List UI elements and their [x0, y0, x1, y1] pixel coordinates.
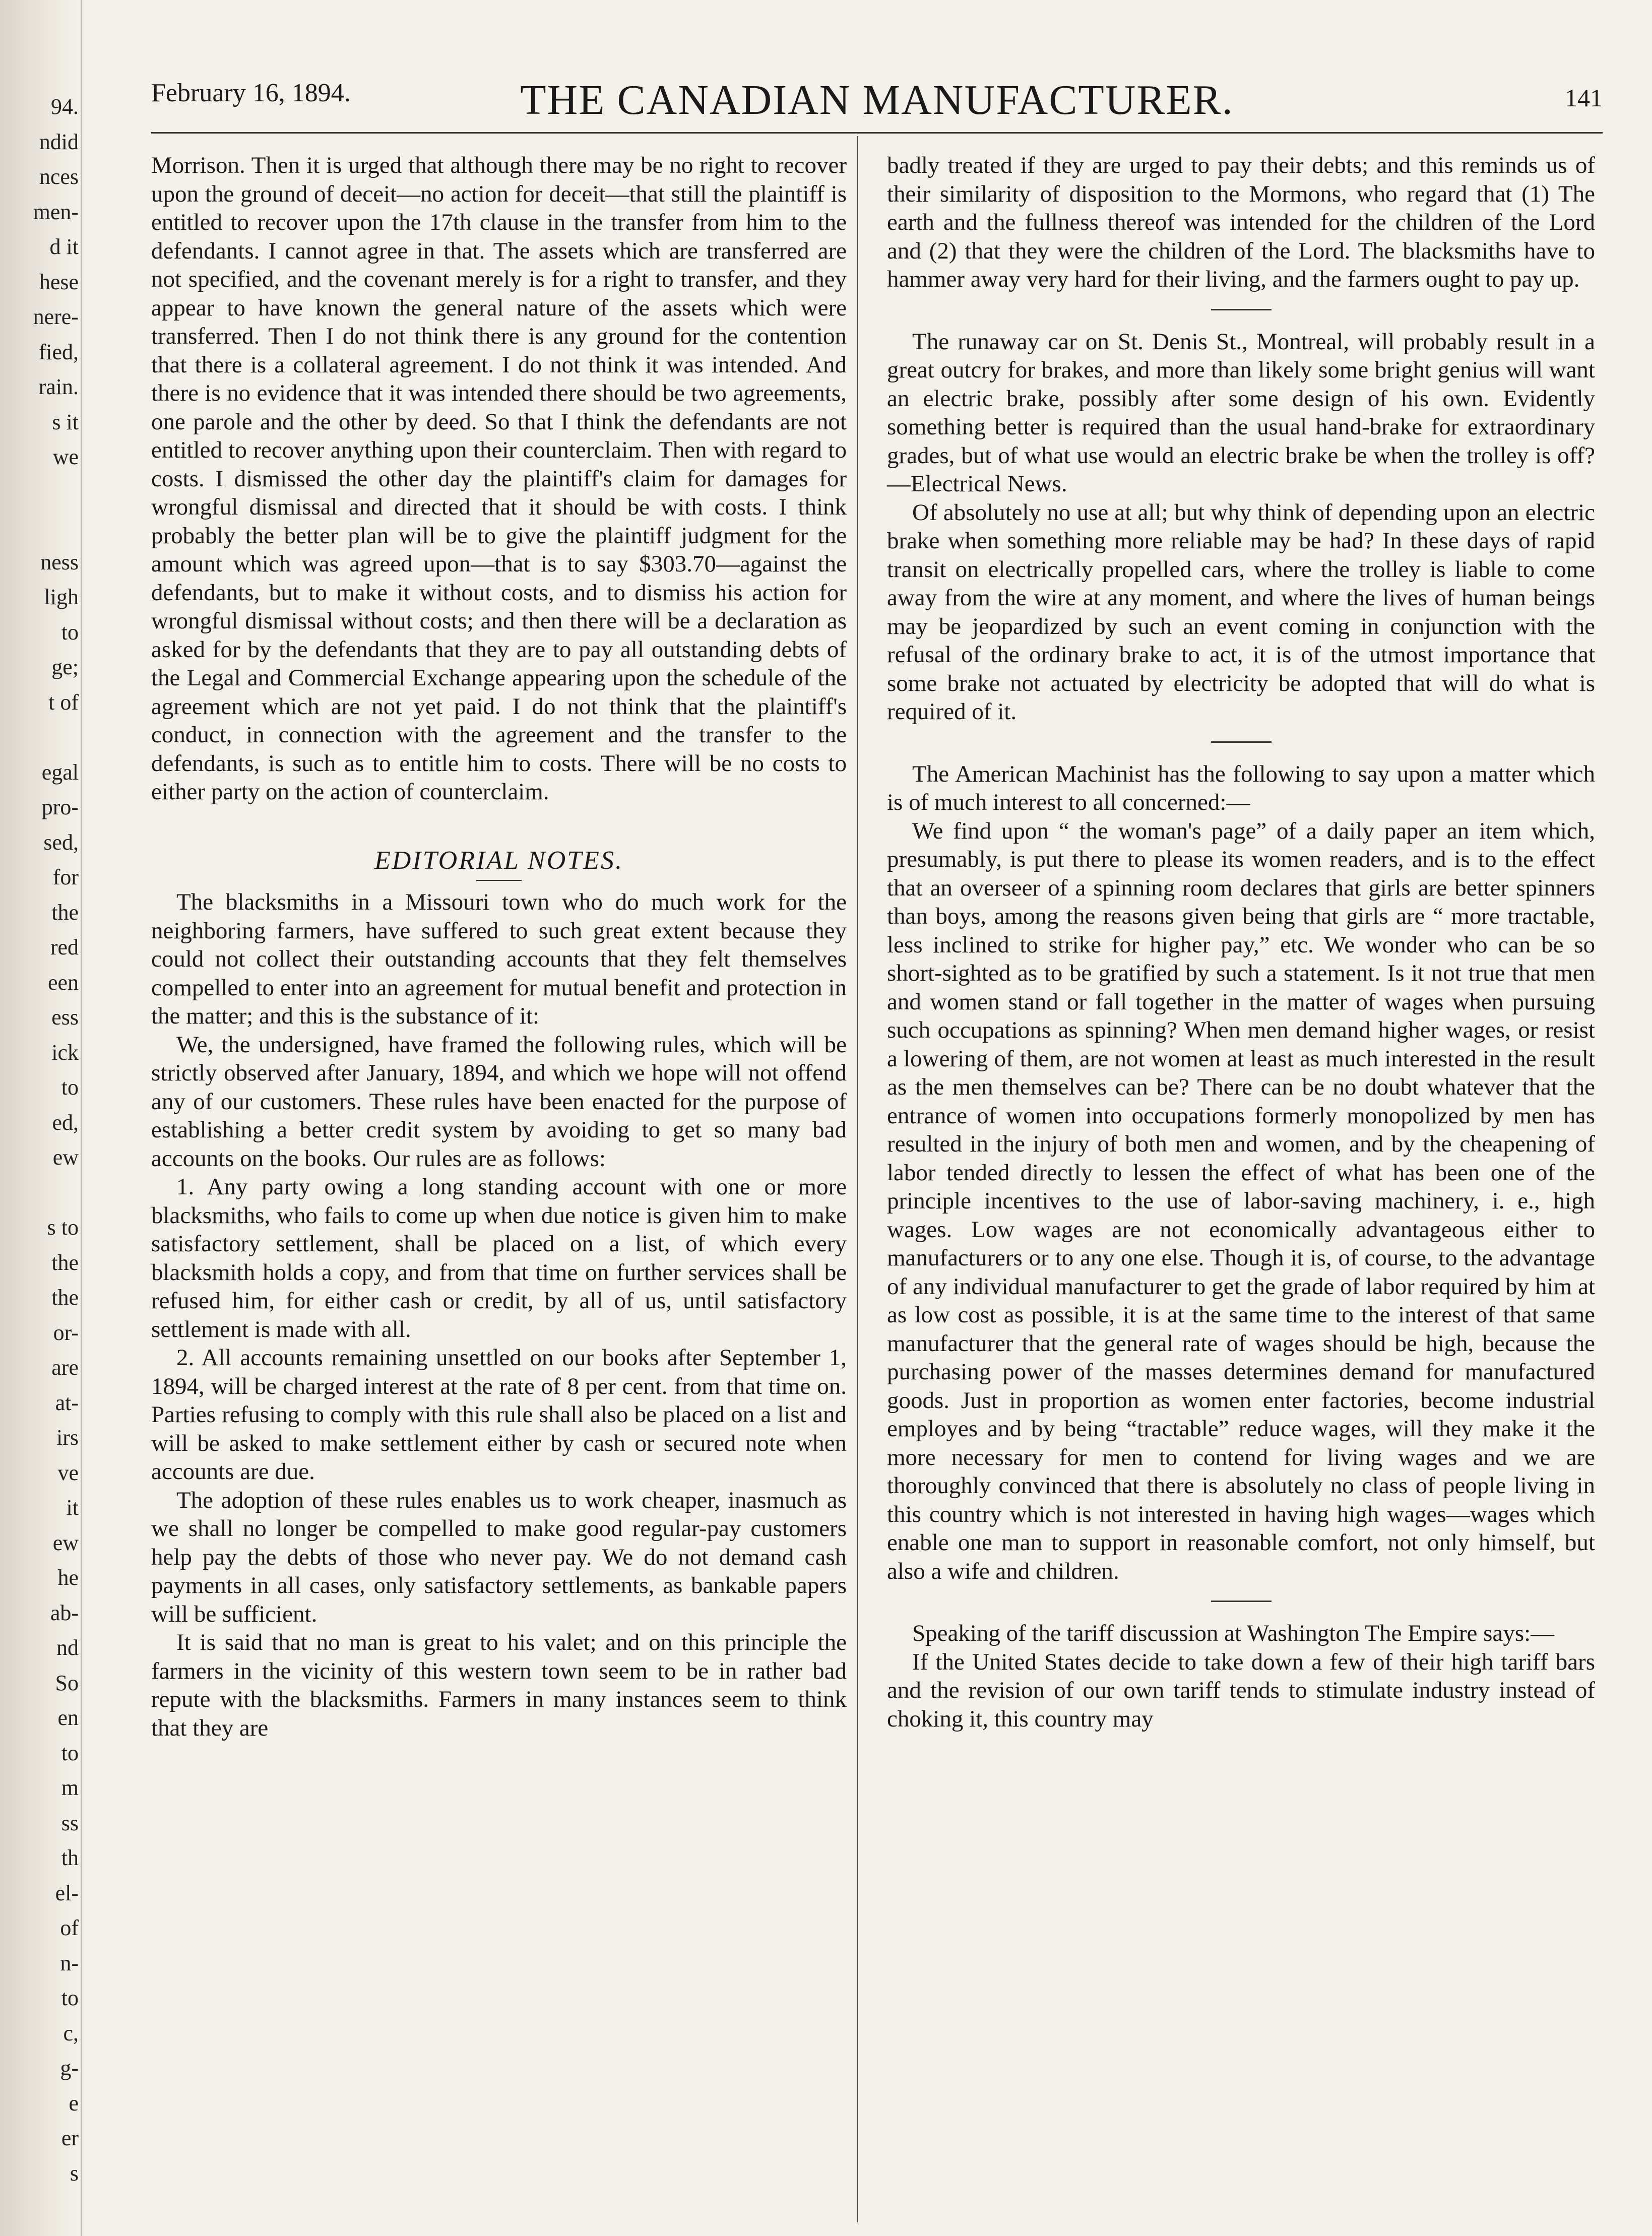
section-heading: EDITORIAL NOTES. [374, 846, 623, 875]
page-number: 141 [1565, 84, 1603, 112]
gutter-fragment: rain. [38, 374, 79, 399]
gutter-fragment: pro- [41, 795, 79, 819]
gutter-fragment: t of [48, 689, 79, 715]
gutter-fragment: ss [61, 1810, 79, 1835]
gutter-fragment: s [70, 2160, 79, 2186]
gutter-fragment: to [61, 1986, 79, 2010]
paragraph: 2. All accounts remaining unsettled on our books after September 1, 1894, will be charged interest at the rate of 8 per cent. from that time on. Parties refusing to comply with this rule shall also be placed on a list and will be asked to make settlement either by cash or secured note when accounts are due. [151, 1345, 847, 1485]
gutter-fragment: ndid [39, 129, 79, 154]
paragraph: Morrison. Then it is urged that although there may be no right to recover upon the ground of deceit—no action for deceit—that still the plaintiff is entitled to recover upon the 17th clause in the transfer from him to the defendants. I cannot agree in that. The assets which are transferred are not specified, and the covenant merely is for a right to transfer, and they appear to have known the general nature of the assets which were transferred. Then I do not think there is any ground for the contention that there is a collateral agreement. I do not think it was intended. And there is no evidence that it was intended there should be two agreements, one parole and the other by deed. So that I think the defendants are not entitled to recover anything upon their counterclaim. Then with regard to costs. I dismissed the other day the plaintiff's claim for damages for wrongful dismissal and directed that it should be with costs. I think probably the better plan will be to give the plaintiff judgment for the amount which was agreed upon—that is to say $303.70—against the defendants, but to make it without costs, and to dismiss his action for wrongful dismissal without costs; and then there will be a declaration as asked for by the defendants that they are to pay all outstanding debts of the Legal and Commercial Exchange appearing upon the schedule of the agreement which are not yet paid. I do not think that the plaintiff's conduct, in connection with the agreement and the transfer to the defendants, is such as to entitle him to costs. There will be no costs to either party on the action of counterclaim. [151, 152, 847, 805]
paragraph: The American Machinist has the following to say upon a matter which is of much interest to all concerned:— [887, 760, 1595, 815]
adjacent-page-gutter [0, 0, 82, 2236]
paragraph: The blacksmiths in a Missouri town who do much work for the neighboring farmers, have suffered to such great extent because they could not collect their outstanding accounts that they felt themselves compelled to enter into an agreement for mutual benefit and protection in the matter; and this is the substance of it: [151, 889, 847, 1029]
gutter-fragment: een [47, 970, 79, 995]
gutter-fragment: s to [47, 1215, 79, 1240]
gutter-fragment: nere- [33, 304, 79, 329]
gutter-fragment: th [61, 1845, 79, 1870]
gutter-fragment: hese [39, 269, 79, 294]
paragraph: We find upon “ the woman's page” of a daily paper an item which, presumably, is put there to please its women readers, and is to the effect that an overseer of a spinning room declares that girls are better spinners than boys, among the reasons given being that girls are “ more tractable, less inclined to strike for higher pay,” etc. We wonder who can be so short-sighted as to be gratified by such a statement. Is it not true that men and women stand or fall together in the matter of wages when pursuing such occupations as spinning? When men demand higher wages, or resist a lowering of them, are not women at least as much interested in the result as the men themselves can be? There can be no doubt whatever that the entrance of women into occupations formerly monopolized by men has resulted in the injury of both men and women, and by the cheapening of labor tended directly to lessen the effect of what has been one of the principle incentives to the use of labor-saving machinery, i. e., high wages. Low wages are not economically advantageous either to manufacturers or to any one else. Though it is, of course, to the advantage of any individual manufacturer to get the grade of labor required by him at as low cost as possible, it is at the same time to the interest of that same manufacturer that the general rate of wages should be high, because the purchasing power of the masses determines demand for manufactured goods. Just in proportion as women enter factories, become industrial employes and by being “tractable” reduce wages, will they make it the more necessary for men to contend for living wages and we are thoroughly convinced that there is absolutely no class of people living in this country which is not interested in having high wages—wages which enable one man to support in reasonable comfort, not only himself, but also a wife and children. [887, 817, 1595, 1584]
section-separator [1211, 309, 1272, 310]
paragraph: The adoption of these rules enables us to work cheaper, inasmuch as we shall no longer be compelled to make good regular-pay customers help pay the debts of those who never pay. We do not demand cash payments in all cases, only satisfactory settlements, as bankable papers will be sufficient. [151, 1487, 847, 1627]
article-block [887, 328, 1595, 726]
gutter-fragment: he [57, 1565, 79, 1590]
gutter-fragment: at- [55, 1390, 79, 1415]
gutter-fragment: are [51, 1355, 79, 1380]
paragraph: badly treated if they are urged to pay their debts; and this reminds us of their similarity of disposition to the Mormons, who regard that (1) The earth and the fullness thereof was intended for the children of the Lord and (2) that they were the children of the Lord. The blacksmiths have to hammer away very hard for their living, and the farmers ought to pay up. [887, 152, 1595, 292]
gutter-fragment: we [52, 444, 79, 469]
gutter-fragment: ew [52, 1145, 79, 1170]
gutter-fragment: c, [63, 2020, 79, 2046]
gutter-fragment: to [61, 619, 79, 645]
masthead-title: THE CANADIAN MANUFACTURER. [520, 77, 1234, 123]
paragraph: The runaway car on St. Denis St., Montreal, will probably result in a great outcry for brakes, and more than likely some bright genius will want an electric brake, possibly after some design of his own. Evidently something better is required than the usual hand-brake for extraordinary grades, but of what use would an electric brake be when the trolley is off?—Electrical News. [887, 328, 1595, 497]
gutter-fragment: to [61, 1740, 79, 1765]
heading-rule [476, 880, 522, 881]
paragraph: It is said that no man is great to his valet; and on this principle the farmers in the vicinity of this western town seem to be in rather bad repute with the blacksmiths. Farmers in many instances seem to think that they are [151, 1629, 847, 1741]
gutter-fragment: ick [51, 1040, 79, 1065]
right-column [887, 151, 1595, 1733]
gutter-fragment: ew [52, 1530, 79, 1555]
gutter-fragment: So [55, 1670, 79, 1695]
gutter-fragment: er [61, 2126, 79, 2150]
gutter-fragment: it [66, 1495, 79, 1520]
gutter-fragment: for [52, 865, 79, 889]
gutter-fragment: e [69, 2090, 79, 2116]
gutter-fragment: ve [57, 1460, 79, 1485]
gutter-fragment: ge; [51, 655, 79, 679]
gutter-fragment: nces [39, 164, 79, 189]
gutter-fragment: m [61, 1775, 79, 1800]
editorial-notes-text [151, 888, 847, 1742]
gutter-fragment: irs [56, 1425, 79, 1450]
gutter-fragment: 94. [51, 94, 79, 119]
gutter-fragment: of [60, 1915, 79, 1940]
court-judgment-text [151, 151, 847, 806]
article-block [887, 760, 1595, 1586]
gutter-fragment: or- [53, 1320, 79, 1345]
left-column [151, 151, 847, 1742]
gutter-fragment: to [61, 1075, 79, 1100]
gutter-fragment: ab- [50, 1600, 79, 1625]
gutter-fragment: men- [33, 199, 79, 224]
gutter-fragment: the [51, 1250, 79, 1275]
gutter-fragment: s it [52, 409, 79, 434]
section-separator [1211, 741, 1272, 743]
gutter-fragment: g- [60, 2056, 79, 2080]
header-rule [151, 132, 1603, 134]
article-block [887, 1619, 1595, 1733]
gutter-fragment: sed, [43, 829, 79, 855]
issue-date: February 16, 1894. [151, 79, 351, 107]
paragraph: We, the undersigned, have framed the following rules, which will be strictly observed after January, 1894, and which we hope will not offend any of our customers. These rules have been enacted for the purpose of establishing a better credit system by avoiding to get so many bad accounts on the books. Our rules are as follows: [151, 1031, 847, 1172]
paragraph: 1. Any party owing a long standing account with one or more blacksmiths, who fails to come up when due notice is given him to make satisfactory settlement, shall be placed on a list, of which every blacksmith holds a copy, and from that time on further services shall be refused him, for either cash or credit, by all of us, until satisfactory settlement is made with all. [151, 1174, 847, 1343]
page-header [151, 63, 1603, 129]
paragraph: If the United States decide to take down a few of their high tariff bars and the revision of our own tariff tends to stimulate industry instead of choking it, this country may [887, 1648, 1595, 1732]
gutter-fragment: ligh [44, 585, 79, 609]
gutter-fragment: egal [41, 759, 79, 785]
gutter-fragment: red [50, 935, 79, 960]
article-block [887, 151, 1595, 294]
gutter-fragment: ed, [52, 1110, 79, 1135]
column-divider [857, 136, 858, 2222]
section-separator [1211, 1601, 1272, 1602]
gutter-fragment: en [57, 1705, 79, 1730]
gutter-fragment: the [51, 1285, 79, 1310]
gutter-fragment: ess [51, 1005, 79, 1030]
gutter-fragment: the [51, 900, 79, 925]
gutter-fragment: n- [60, 1950, 79, 1975]
gutter-fragment: ness [40, 549, 79, 574]
gutter-fragment: el- [55, 1880, 79, 1905]
gutter-fragment: d it [49, 234, 79, 259]
paragraph: Of absolutely no use at all; but why think of depending upon an electric brake when something more reliable may be had? In these days of rapid transit on electrically propelled cars, where the trolley is liable to come away from the wire at any moment, and where the lives of human beings may be jeopardized by such an event coming in conjunction with the refusal of the ordinary brake to act, it is of the utmost importance that some brake not actuated by electricity be adopted that will do what is required of it. [887, 499, 1595, 725]
paragraph: Speaking of the tariff discussion at Washington The Empire says:— [912, 1620, 1555, 1646]
gutter-fragment: nd [56, 1635, 79, 1660]
gutter-fragment: fied, [38, 339, 79, 364]
